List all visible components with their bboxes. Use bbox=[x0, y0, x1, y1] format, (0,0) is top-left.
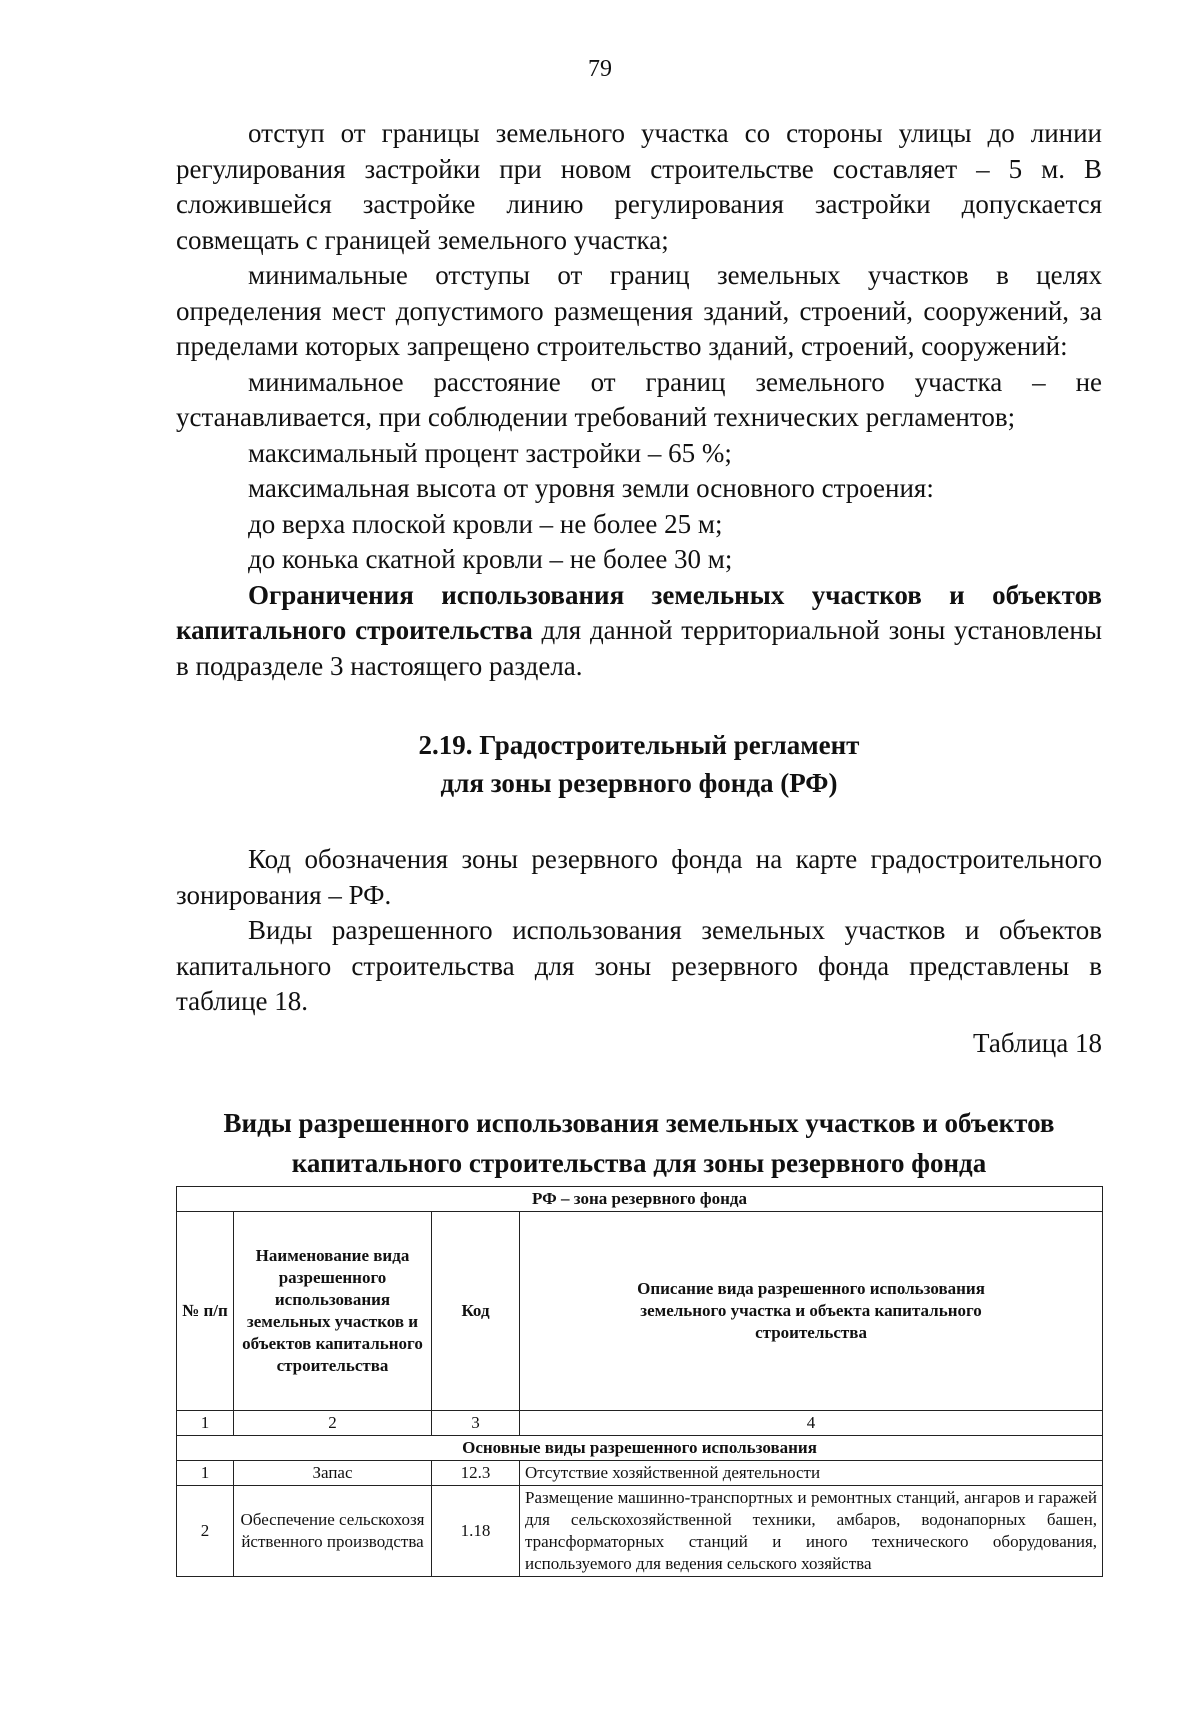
document-body bbox=[176, 116, 1102, 1183]
column-number-cell: 1 bbox=[177, 1411, 234, 1436]
paragraph-restrictions bbox=[176, 578, 1102, 685]
table-header-row bbox=[177, 1212, 1103, 1411]
paragraph-usage-types: Виды разрешенного использования земельных участков и объектов капитального строительства для зоны резервного фонда представлены в таблице 18. bbox=[176, 915, 1102, 1016]
table-zone-header-row bbox=[177, 1187, 1103, 1212]
zone-header: РФ – зона резервного фонда bbox=[177, 1187, 1103, 1212]
paragraph-min-distance: минимальное расстояние от границ земельного участка – не устанавливается, при соблюдении требований технических регламентов; bbox=[176, 366, 1102, 432]
column-number-cell: 3 bbox=[432, 1411, 520, 1436]
table-title-line2: капитального строительства для зоны резервного фонда bbox=[291, 1148, 987, 1178]
page-number: 79 bbox=[588, 56, 612, 82]
column-header-code: Код bbox=[432, 1212, 520, 1411]
column-header-name: Наименование вида разрешенного использования земельных участков и объектов капитального строительства bbox=[234, 1212, 432, 1411]
column-number-cell: 2 bbox=[234, 1411, 432, 1436]
usage-table bbox=[176, 1186, 1103, 1577]
section-title-line2: для зоны резервного фонда (РФ) bbox=[440, 768, 838, 798]
paragraph-setback: отступ от границы земельного участка со стороны улицы до линии регулирования застройки при новом строительстве составляет – 5 м. В сложившейся застройке линию регулирования застройки допускается совмещать с границей земельного участка; bbox=[176, 118, 1102, 255]
row-number: 2 bbox=[177, 1486, 234, 1577]
restrictions-bold-text: Ограничения использования земельных участков и объектов капитального строительства bbox=[176, 579, 1102, 645]
column-header-number: № п/п bbox=[177, 1212, 234, 1411]
row-code: 1.18 bbox=[432, 1486, 520, 1577]
table-row bbox=[177, 1486, 1103, 1577]
row-code: 12.3 bbox=[432, 1461, 520, 1486]
paragraph-min-setbacks: минимальные отступы от границ земельных участков в целях определения мест допустимого размещения зданий, строений, сооружений, за пределами которых запрещено строительство зданий, строений, сооружений: bbox=[176, 260, 1102, 361]
row-description: Размещение машинно-транспортных и ремонтных станций, ангаров и гаражей для сельскохозяйственной техники, амбаров, водонапорных башен, трансформаторных станций и иного технического оборудования, используемого для ведения сельского хозяйства bbox=[520, 1486, 1103, 1577]
row-name: Запас bbox=[234, 1461, 432, 1486]
table-group-header-row bbox=[177, 1436, 1103, 1461]
table-row bbox=[177, 1461, 1103, 1486]
paragraph-pitched-roof: до конька скатной кровли – не более 30 м; bbox=[248, 544, 733, 574]
row-name: Обеспечение сельскохозяйственного производства bbox=[234, 1486, 432, 1577]
row-number: 1 bbox=[177, 1461, 234, 1486]
table-title bbox=[176, 1103, 1102, 1183]
group-header: Основные виды разрешенного использования bbox=[177, 1436, 1103, 1461]
column-number-cell: 4 bbox=[520, 1411, 1103, 1436]
row-description: Отсутствие хозяйственной деятельности bbox=[520, 1461, 1103, 1486]
restrictions-text: для данной территориальной зоны установлены в подразделе 3 настоящего раздела. bbox=[176, 615, 1102, 681]
section-title-line1: 2.19. Градостроительный регламент bbox=[418, 730, 860, 760]
paragraph-flat-roof: до верха плоской кровли – не более 25 м; bbox=[248, 508, 723, 539]
paragraph-zone-code: Код обозначения зоны резервного фонда на карте градостроительного зонирования – РФ. bbox=[176, 844, 1102, 910]
table-title-line1: Виды разрешенного использования земельных участков и объектов bbox=[223, 1108, 1055, 1138]
table-label: Таблица 18 bbox=[973, 1027, 1102, 1058]
paragraph-max-coverage: максимальный процент застройки – 65 %; bbox=[248, 437, 732, 468]
section-title bbox=[176, 726, 1102, 802]
column-header-description: Описание вида разрешенного использования земельного участка и объекта капитального строительства bbox=[520, 1212, 1103, 1411]
paragraph-max-height: максимальная высота от уровня земли основного строения: bbox=[248, 473, 934, 503]
table-column-numbers-row bbox=[177, 1411, 1103, 1436]
